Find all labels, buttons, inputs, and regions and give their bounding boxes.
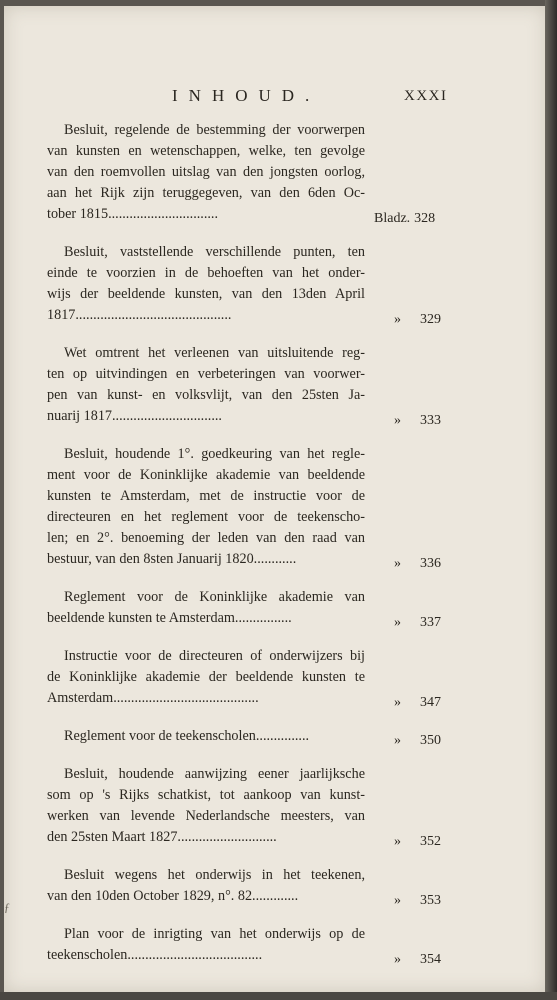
toc-entry-line: Plan voor de inrigting van het onderwijs op de — [64, 926, 365, 942]
toc-page-number: 333 — [420, 413, 441, 428]
toc-page-reference — [374, 893, 441, 909]
toc-page-reference — [374, 211, 435, 227]
toc-entry — [47, 444, 447, 570]
toc-page-number: 354 — [420, 952, 441, 967]
toc-entry-line: Besluit, regelende de bestemming der voorwerpen — [64, 122, 365, 138]
toc-page-prefix: » — [394, 312, 401, 327]
toc-page-reference — [374, 556, 441, 572]
toc-page-prefix: » — [394, 556, 401, 571]
binding-mark: ƒ — [4, 900, 10, 914]
toc-entry — [47, 646, 447, 709]
toc-entry — [47, 764, 447, 848]
toc-page-reference — [374, 615, 441, 631]
toc-entry-line: den 25sten Maart 1827............................ — [47, 829, 277, 845]
toc-entry-line: som op 's Rijks schatkist, tot aankoop van kunst- — [47, 787, 365, 803]
toc-entry-line: pen van kunst- en volksvlijt, van den 25sten Ja- — [47, 387, 365, 403]
toc-entry — [47, 726, 447, 747]
toc-page-reference — [374, 834, 441, 850]
book-edge-right — [545, 0, 557, 1000]
page-number-roman: XXXI — [404, 88, 448, 104]
toc-entry-line: beeldende kunsten te Amsterdam................ — [47, 610, 292, 626]
toc-page-reference — [374, 952, 441, 968]
toc-entry-line: ment voor de Koninklijke akademie van beeldende — [47, 467, 365, 483]
page-title: INHOUD. — [172, 86, 321, 105]
toc-entry-line: wijs der beeldende kunsten, van den 13den April — [47, 286, 365, 302]
toc-entry-line: directeuren en het reglement voor de teekenscho- — [47, 509, 365, 525]
toc-entry-line: Besluit, vaststellende verschillende punten, ten — [64, 244, 365, 260]
toc-page-number: 336 — [420, 556, 441, 571]
book-edge-bottom — [0, 992, 557, 1000]
toc-entry-line: 1817............................................ — [47, 307, 232, 323]
toc-page-prefix: » — [394, 413, 401, 428]
toc-entry-line: werken van levende Nederlandsche meesters, van — [47, 808, 365, 824]
toc-entry-line: einde te voorzien in de behoeften van het onder- — [47, 265, 365, 281]
toc-entry-line: van den 10den October 1829, n°. 82............. — [47, 888, 299, 904]
toc-page-reference — [374, 695, 441, 711]
toc-entry — [47, 120, 447, 225]
toc-entry-line: len; en 2°. benoeming der leden van den raad van — [47, 530, 365, 546]
toc-entry — [47, 242, 447, 326]
toc-entry-line: kunsten te Amsterdam, met de instructie voor de — [47, 488, 365, 504]
toc-page-prefix: » — [394, 952, 401, 967]
toc-entry-line: van den roemvollen uitslag van den jongsten oorlog, — [47, 164, 365, 180]
toc-entry-line: ten op uitvindingen en verbeteringen van voorwer- — [47, 366, 365, 382]
toc-page-number: 328 — [414, 211, 436, 226]
toc-entry-line: Reglement voor de teekenscholen............... — [64, 728, 310, 744]
toc-entry — [47, 343, 447, 427]
toc-entry-line: bestuur, van den 8sten Januarij 1820............ — [47, 551, 297, 567]
toc-entry-line: Besluit, houdende 1°. goedkeuring van het regle- — [64, 446, 365, 462]
toc-entry-line: tober 1815............................... — [47, 206, 219, 222]
toc-page-number: 329 — [420, 312, 441, 327]
toc-page-prefix: » — [394, 695, 401, 710]
toc-page-number: 352 — [420, 834, 441, 849]
toc-entry — [47, 924, 447, 966]
toc-page-prefix: » — [394, 893, 401, 908]
toc-page-number: 353 — [420, 893, 441, 908]
toc-page-prefix: » — [394, 733, 401, 748]
page-header — [4, 86, 546, 110]
toc-entry-line: teekenscholen...................................... — [47, 947, 263, 963]
toc-page-prefix: » — [394, 615, 401, 630]
toc-page-number: 337 — [420, 615, 441, 630]
toc-page-prefix: Bladz. — [374, 211, 411, 226]
toc-entry-line: nuarij 1817............................... — [47, 408, 222, 424]
toc-entry-line: Wet omtrent het verleenen van uitsluitende reg- — [64, 345, 365, 361]
toc-page-number: 350 — [420, 733, 441, 748]
book-page — [4, 6, 546, 992]
toc-entry — [47, 865, 447, 907]
toc-page-number: 347 — [420, 695, 441, 710]
toc-entry-line: de Koninklijke akademie der beeldende kunsten te — [47, 669, 365, 685]
toc-page-prefix: » — [394, 834, 401, 849]
toc-page-reference — [374, 733, 441, 749]
toc-page-reference — [374, 413, 441, 429]
toc-entry-line: Besluit wegens het onderwijs in het teekenen, — [64, 867, 365, 883]
toc-entry-line: aan het Rijk zijn teruggegeven, van den 6den Oc- — [47, 185, 365, 201]
toc-entry-line: Reglement voor de Koninklijke akademie van — [64, 589, 365, 605]
table-of-contents — [47, 120, 447, 983]
toc-page-reference — [374, 312, 441, 328]
toc-entry-line: Besluit, houdende aanwijzing eener jaarlijksche — [64, 766, 365, 782]
toc-entry-line: Instructie voor de directeuren of onderwijzers bij — [64, 648, 365, 664]
toc-entry-line: van kunsten en wetenschappen, welke, ten gevolge — [47, 143, 365, 159]
toc-entry-line: Amsterdam......................................... — [47, 690, 259, 706]
toc-entry — [47, 587, 447, 629]
